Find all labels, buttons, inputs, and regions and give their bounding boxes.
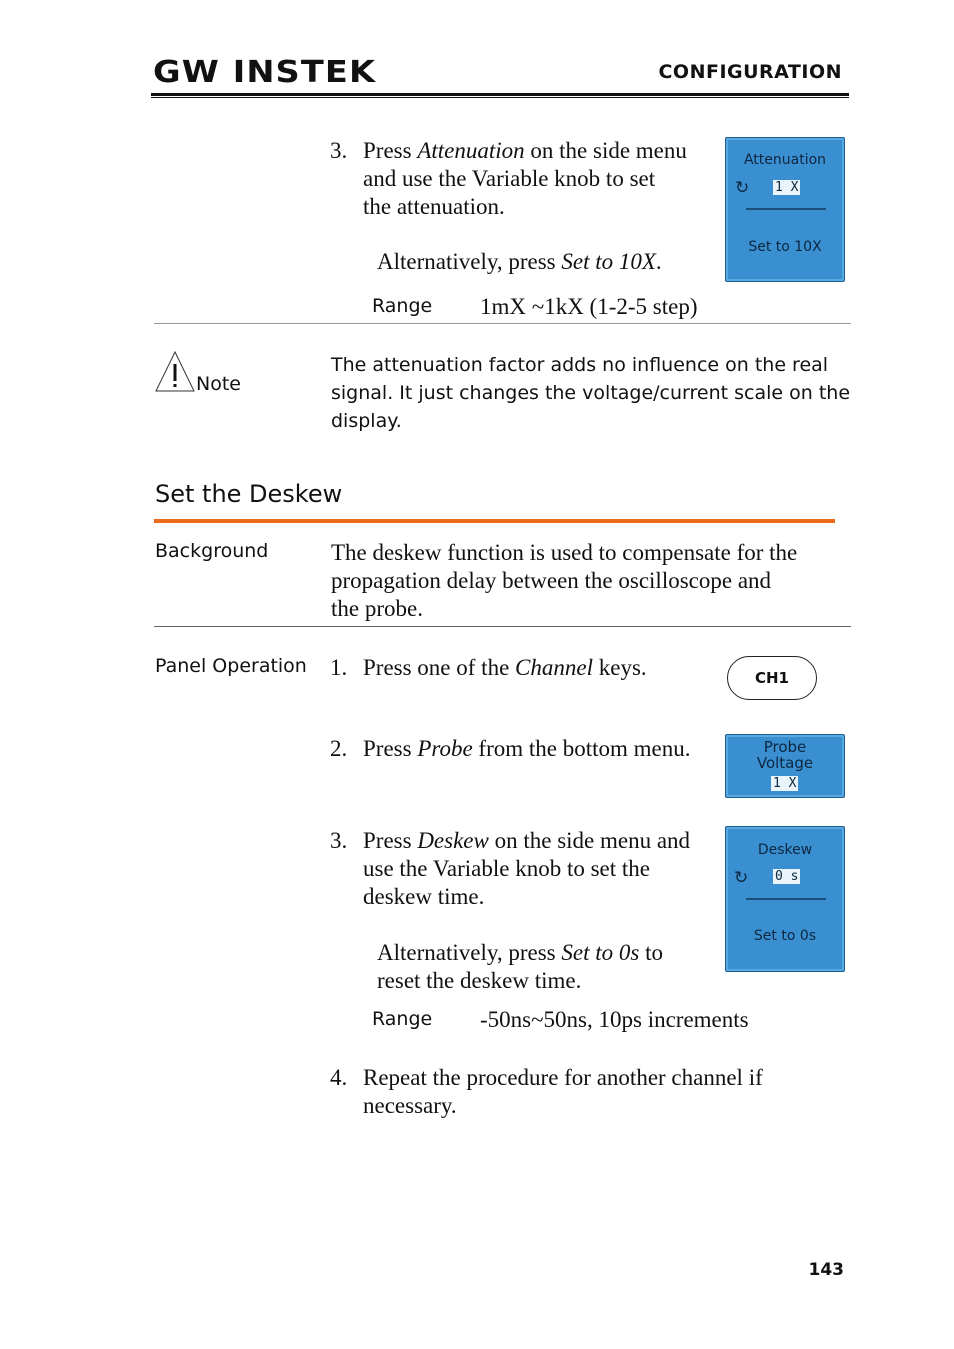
- text: Alternatively, press: [377, 940, 562, 965]
- text: Press: [363, 828, 418, 853]
- step-4-text: [363, 1064, 843, 1120]
- text: Press: [363, 736, 418, 761]
- variable-knob-icon: ↻: [734, 868, 749, 888]
- probe-value: 1 X: [773, 776, 797, 791]
- range-value: -50ns~50ns, 10ps increments: [480, 1007, 749, 1032]
- text: Press one of the: [363, 655, 516, 680]
- text: The deskew function is used to compensate for the: [331, 540, 798, 565]
- softkey-title: Deskew: [757, 842, 813, 858]
- text: and use the Variable knob to set: [363, 166, 656, 191]
- deskew-softkey[interactable]: [725, 826, 845, 972]
- probe-label: Probe: [763, 738, 807, 756]
- section-rule: [154, 519, 835, 523]
- text: from the bottom menu.: [472, 736, 691, 761]
- text: Press: [363, 138, 418, 163]
- text: display.: [331, 410, 402, 432]
- text: the probe.: [331, 596, 423, 621]
- step-number: 3.: [330, 138, 348, 163]
- section-header: CONFIGURATION: [658, 61, 842, 83]
- divider: [154, 323, 851, 324]
- text: on the side menu: [524, 138, 687, 163]
- text: propagation delay between the oscilloscope and: [331, 568, 772, 593]
- header-rule: [151, 93, 849, 96]
- text: to: [639, 940, 663, 965]
- set-to-0s-button[interactable]: Set to 0s: [753, 928, 817, 944]
- emph-deskew: Deskew: [417, 828, 489, 853]
- text: reset the deskew time.: [377, 968, 582, 993]
- emph-channel: Channel: [515, 655, 593, 680]
- text: necessary.: [363, 1093, 457, 1118]
- page-number: 143: [808, 1260, 844, 1280]
- step-1-text: [363, 654, 647, 682]
- text: use the Variable knob to set the: [363, 856, 651, 881]
- background-text: [331, 539, 851, 623]
- text: signal. It just changes the voltage/current scale on the: [331, 382, 851, 404]
- emph-set-to-10x: Set to 10X: [561, 249, 656, 274]
- emph-set-to-0s: Set to 0s: [561, 940, 640, 965]
- probe-voltage-softkey[interactable]: [725, 734, 845, 798]
- voltage-label: Voltage: [756, 754, 814, 772]
- step-2-text: [363, 735, 691, 763]
- emph-probe: Probe: [417, 736, 473, 761]
- softkey-divider: [746, 898, 826, 900]
- background-label: Background: [155, 540, 269, 562]
- panel-operation-label: Panel Operation: [155, 655, 307, 677]
- text: Repeat the procedure for another channel if: [363, 1065, 763, 1090]
- step-3-attenuation-text: [363, 137, 723, 221]
- note-label: Note: [196, 373, 241, 395]
- step-number: 3.: [330, 828, 348, 853]
- text: on the side menu and: [488, 828, 691, 853]
- set-to-10x-button[interactable]: Set to 10X: [748, 239, 822, 255]
- step-number: 4.: [330, 1065, 348, 1090]
- deskew-value: 0 s: [775, 869, 799, 884]
- section-title: Set the Deskew: [155, 480, 343, 508]
- emph-attenuation: Attenuation: [417, 138, 525, 163]
- step-number: 1.: [330, 655, 348, 680]
- step-number: 2.: [330, 736, 348, 761]
- gw-instek-logo: GW INSTEK: [153, 55, 377, 90]
- ch1-key[interactable]: CH1: [727, 656, 817, 700]
- text: keys.: [592, 655, 647, 680]
- header-rule-thin: [151, 97, 849, 98]
- attenuation-softkey[interactable]: [725, 137, 845, 282]
- alternative-text: [377, 939, 663, 995]
- divider: [154, 626, 851, 627]
- step-3-deskew-text: [363, 827, 723, 911]
- text: the attenuation.: [363, 194, 505, 219]
- text: deskew time.: [363, 884, 485, 909]
- range-label: Range: [372, 1008, 433, 1030]
- text: Alternatively, press: [377, 249, 562, 274]
- alternative-text: [377, 248, 662, 276]
- warning-triangle-icon: [154, 350, 196, 392]
- range-value: 1mX ~1kX (1-2-5 step): [480, 294, 698, 319]
- text: .: [655, 249, 662, 274]
- attenuation-value: 1 X: [775, 180, 799, 195]
- note-text: [331, 351, 851, 435]
- softkey-title: Attenuation: [743, 152, 827, 168]
- softkey-divider: [746, 208, 826, 210]
- variable-knob-icon: ↻: [735, 178, 750, 198]
- range-label: Range: [372, 295, 433, 317]
- text: The attenuation factor adds no influence on the real: [331, 354, 829, 376]
